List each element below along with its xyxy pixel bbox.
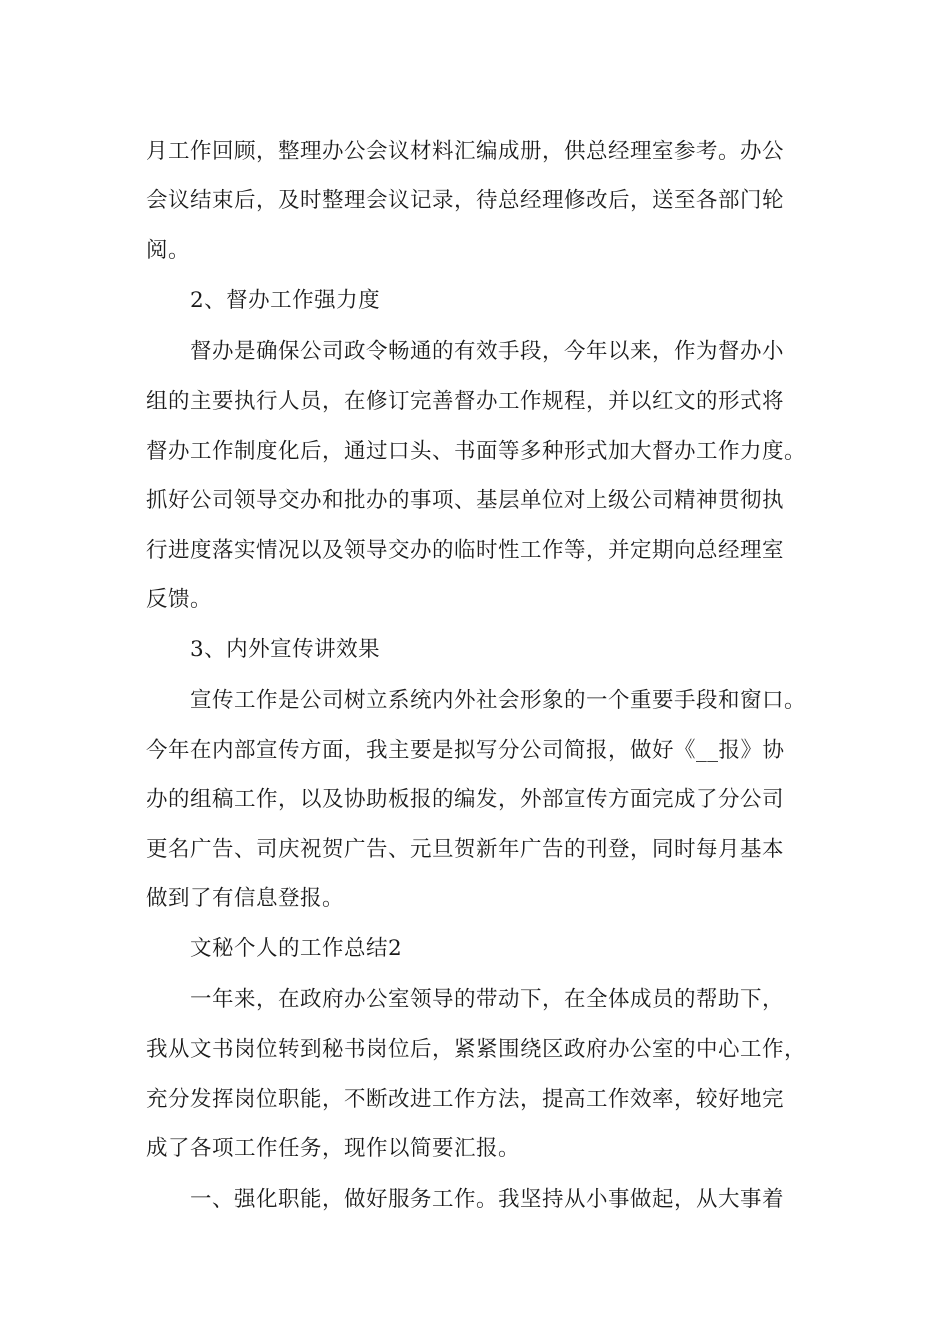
text-line: 充分发挥岗位职能，不断改进工作方法，提高工作效率，较好地完 [146,1087,785,1112]
text-line: 做到了有信息登报。 [146,886,345,911]
text-line: 阅。 [146,238,191,263]
text-line: 行进度落实情况以及领导交办的临时性工作等，并定期向总经理室 [146,538,785,563]
text-line: 宣传工作是公司树立系统内外社会形象的一个重要手段和窗口。 [190,688,807,713]
text-line: 一年来，在政府办公室领导的带动下，在全体成员的帮助下， [190,987,785,1012]
text-line: 月工作回顾，整理办公会议材料汇编成册，供总经理室参考。办公 [146,139,785,164]
text-line: 办的组稿工作，以及协助板报的编发，外部宣传方面完成了分公司 [146,787,785,812]
text-line: 会议结束后，及时整理会议记录，待总经理修改后，送至各部门轮 [146,188,785,213]
text-line: 成了各项工作任务，现作以简要汇报。 [146,1136,521,1161]
section-heading: 3、内外宣传讲效果 [190,637,381,662]
text-line: 督办工作制度化后，通过口头、书面等多种形式加大督办工作力度。 [146,439,807,464]
section-heading: 文秘个人的工作总结2 [190,936,403,961]
text-line: 督办是确保公司政令畅通的有效手段，今年以来，作为督办小 [190,339,785,364]
text-line: 一、强化职能，做好服务工作。我坚持从小事做起，从大事着 [190,1187,785,1212]
text-line: 更名广告、司庆祝贺广告、元旦贺新年广告的刊登，同时每月基本 [146,837,785,862]
text-line: 抓好公司领导交办和批办的事项、基层单位对上级公司精神贯彻执 [146,488,785,513]
section-heading: 2、督办工作强力度 [190,288,381,313]
text-line: 组的主要执行人员，在修订完善督办工作规程，并以红文的形式将 [146,389,785,414]
text-line: 今年在内部宣传方面，我主要是拟写分公司简报，做好《__报》协 [146,738,785,763]
text-line: 反馈。 [146,587,213,612]
text-line: 我从文书岗位转到秘书岗位后，紧紧围绕区政府办公室的中心工作， [146,1037,807,1062]
